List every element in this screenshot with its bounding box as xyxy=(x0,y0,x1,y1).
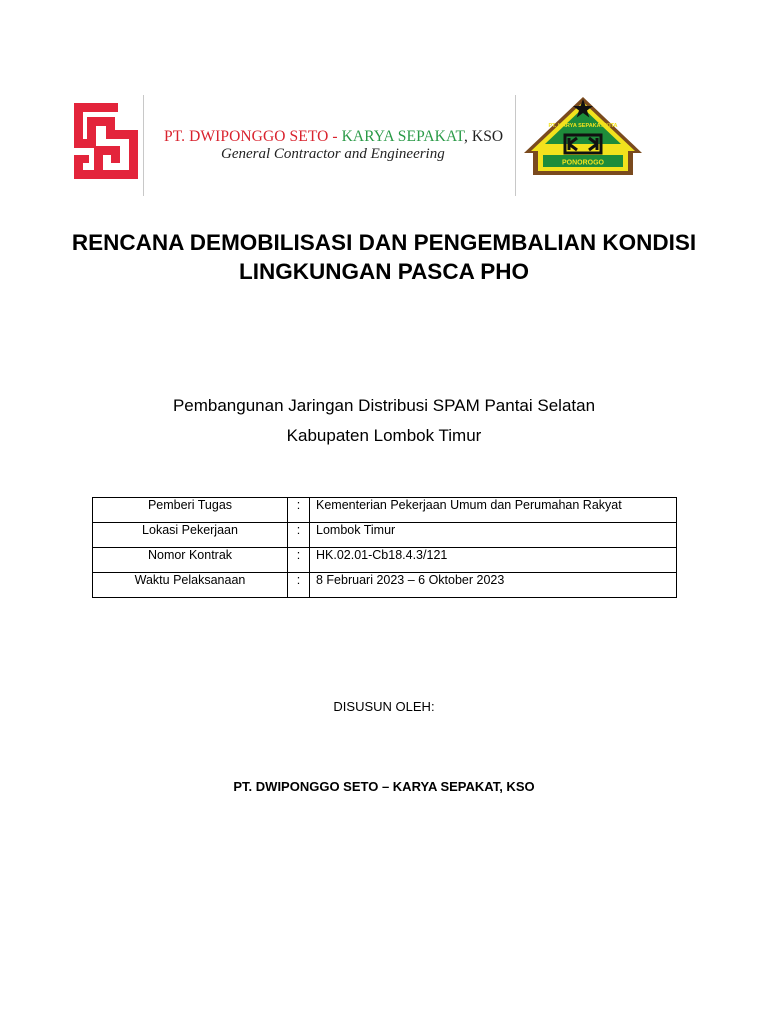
row-colon: : xyxy=(288,548,310,573)
table-row xyxy=(93,548,677,573)
table-row xyxy=(93,498,677,523)
company-name-part1: PT. DWIPONGGO SETO - xyxy=(164,128,342,145)
row-label: Lokasi Pekerjaan xyxy=(93,523,288,548)
prepared-by-company: PT. DWIPONGGO SETO – KARYA SEPAKAT, KSO xyxy=(233,779,535,794)
company-name-part3: , KSO xyxy=(463,128,504,145)
row-colon: : xyxy=(288,498,310,523)
emblem-bottom-text: PONOROGO xyxy=(561,159,605,167)
company-tagline: General Contractor and Engineering xyxy=(221,146,445,162)
letterhead xyxy=(72,95,652,197)
karya-sepakat-house-logo-icon xyxy=(521,95,645,179)
project-name: Pembangunan Jaringan Distribusi SPAM Pantai Selatan xyxy=(172,396,596,415)
row-colon: : xyxy=(288,523,310,548)
row-value: HK.02.01-Cb18.4.3/121 xyxy=(310,548,677,573)
row-label: Pemberi Tugas xyxy=(93,498,288,523)
company-name-part2: KARYA SEPAKAT xyxy=(341,128,464,145)
project-location: Kabupaten Lombok Timur xyxy=(286,426,482,445)
ds-monogram-logo-icon xyxy=(74,103,138,179)
row-value: Kementerian Pekerjaan Umum dan Perumahan Rakyat xyxy=(310,498,677,523)
row-colon: : xyxy=(288,573,310,598)
document-title: RENCANA DEMOBILISASI DAN PENGEMBALIAN KONDISI LINGKUNGAN PASCA PHO xyxy=(71,230,697,284)
company-name xyxy=(164,128,503,146)
table-row xyxy=(93,573,677,598)
row-value: 8 Februari 2023 – 6 Oktober 2023 xyxy=(310,573,677,598)
prepared-by-label: DISUSUN OLEH: xyxy=(333,699,435,714)
emblem-top-text: PT. KARYA SEPAKAT KITA xyxy=(548,123,618,129)
header-divider-left xyxy=(143,95,144,196)
row-label: Nomor Kontrak xyxy=(93,548,288,573)
row-value: Lombok Timur xyxy=(310,523,677,548)
header-divider-right xyxy=(515,95,516,196)
table-row xyxy=(93,523,677,548)
project-info-table xyxy=(92,497,677,598)
row-label: Waktu Pelaksanaan xyxy=(93,573,288,598)
